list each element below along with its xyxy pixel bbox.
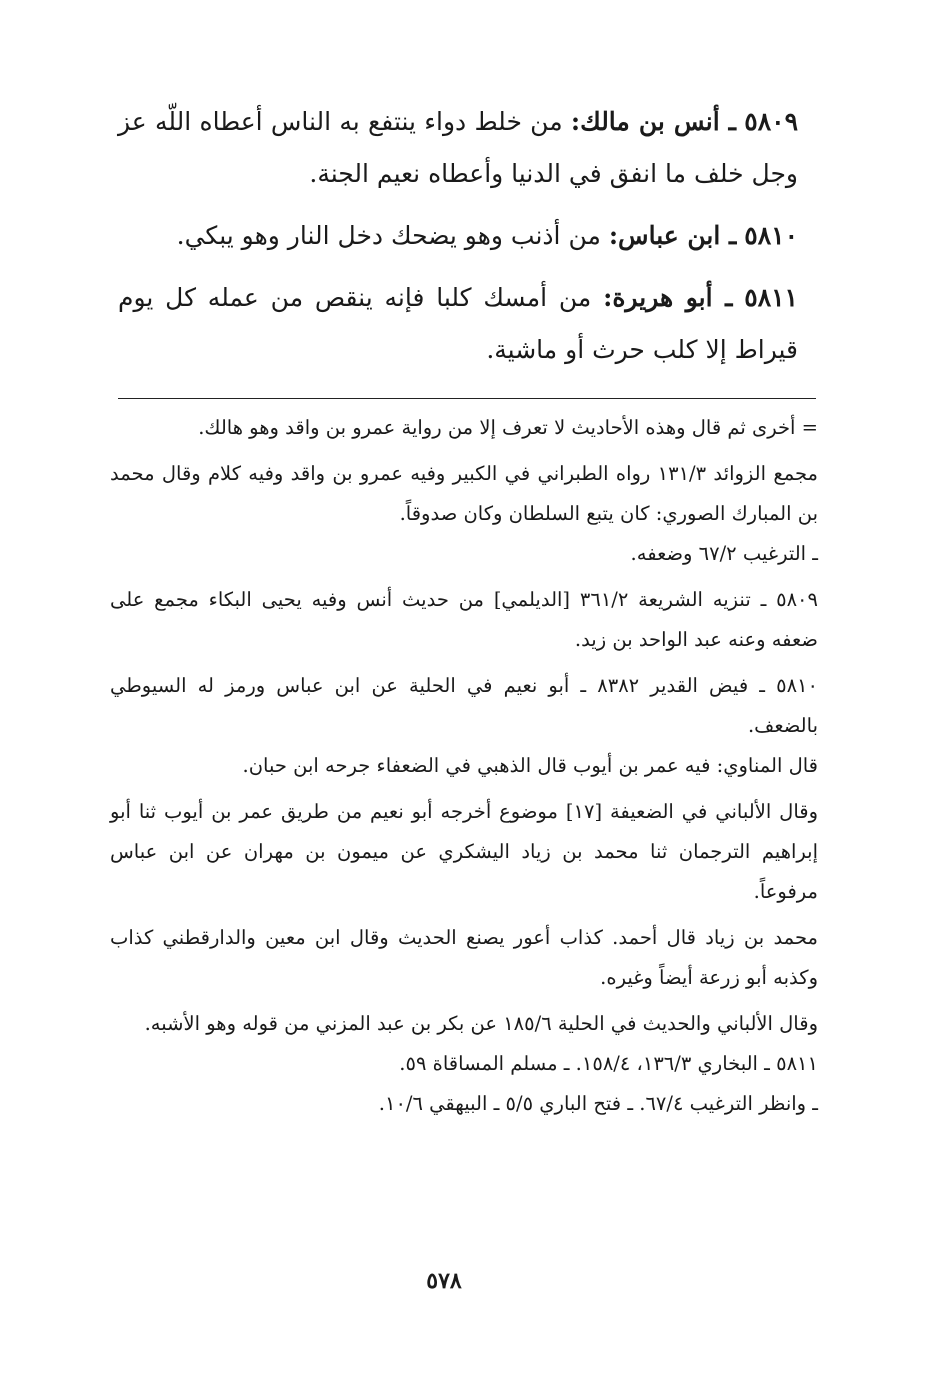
hadith-number: ٥٨١٠ — [744, 221, 798, 250]
hadith-text: من أذنب وهو يضحك دخل النار وهو يبكي. — [176, 221, 601, 250]
footnote: ٥٨٠٩ ـ تنزيه الشريعة ٣٦١/٢ [الديلمي] من حديث أنس وفيه يحيى البكاء مجمع على ضعفه وعنه عبد الواحد بن زيد. — [110, 588, 819, 651]
hadith-entry: ٥٨١١ ـ أبو هريرة: من أمسك كلبا فإنه ينقص من عمله كل يوم قيراط إلا كلب حرث أو ماشية. — [118, 283, 798, 364]
hadith-text: من أمسك كلبا فإنه ينقص من عمله كل يوم قيراط إلا كلب حرث أو ماشية. — [118, 283, 798, 364]
hadith-entry: ٥٨١٠ ـ ابن عباس: من أذنب وهو يضحك دخل النار وهو يبكي. — [176, 221, 798, 250]
footnote: مجمع الزوائد ١٣١/٣ رواه الطبراني في الكبير وفيه عمرو بن واقد وفيه كلام وقال محمد بن المبارك الصوري: كان يتبع السلطان وكان صدوقاً. — [110, 462, 819, 525]
hadith-entries — [118, 96, 798, 386]
hadith-number: ٥٨١١ — [744, 283, 798, 312]
page-number: ٥٧٨ — [426, 1268, 462, 1294]
hadith-number: ٥٨٠٩ — [744, 107, 798, 136]
hadith-entry: ٥٨٠٩ ـ أنس بن مالك: من خلط دواء ينتفع به الناس أعطاه اللّه عز وجل خلف ما انفق في الدنيا وأعطاه نعيم الجنة. — [118, 107, 798, 188]
footnote: وقال الألباني والحديث في الحلية ١٨٥/٦ عن بكر بن عبد المزني من قوله وهو الأشبه. — [144, 1012, 818, 1035]
hadith-narrator: أنس بن مالك: — [570, 107, 720, 136]
footnote: ـ الترغيب ٦٧/٢ وضعفه. — [630, 542, 818, 565]
footnote-separator — [118, 398, 816, 399]
hadith-narrator: أبو هريرة: — [603, 283, 713, 312]
hadith-narrator: ابن عباس: — [608, 221, 721, 250]
footnote: قال المناوي: فيه عمر بن أيوب قال الذهبي في الضعفاء جرحه ابن حبان. — [242, 754, 818, 777]
footnote: محمد بن زياد قال أحمد. كذاب أعور يصنع الحديث وقال ابن معين والدارقطني كذاب وكذبه أبو زرعة أيضاً وغيره. — [110, 926, 818, 989]
footnote: وقال الألباني في الضعيفة [١٧] موضوع أخرجه أبو نعيم من طريق عمر بن أيوب ثنا أبو إبراهيم الترجمان ثنا محمد بن زياد اليشكري عن ميمون بن مهران عن ابن عباس مرفوعاً. — [110, 800, 818, 903]
footnote: ٥٨١٠ ـ فيض القدير ٨٣٨٢ ـ أبو نعيم في الحلية عن ابن عباس ورمز له السيوطي بالضعف. — [110, 674, 818, 737]
footnote: ٥٨١١ ـ البخاري ١٣٦/٣، ١٥٨/٤. ـ مسلم المساقاة ٥٩. — [399, 1052, 818, 1075]
footnote: = أخرى ثم قال وهذه الأحاديث لا تعرف إلا من رواية عمرو بن واقد وهو هالك. — [198, 416, 818, 439]
footnote: ـ وانظر الترغيب ٦٧/٤. ـ فتح الباري ٥/٥ ـ البيهقي ١٠/٦. — [378, 1092, 818, 1115]
footnotes — [110, 408, 818, 1130]
hadith-text: من خلط دواء ينتفع به الناس أعطاه اللّه عز وجل خلف ما انفق في الدنيا وأعطاه نعيم الجنة. — [118, 107, 798, 188]
